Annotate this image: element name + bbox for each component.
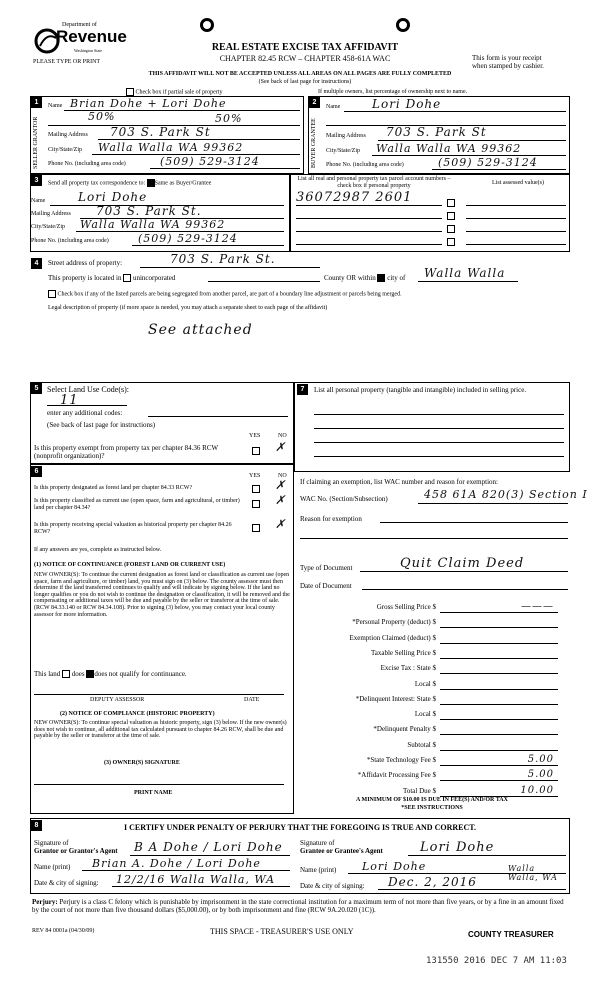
continuance-row <box>34 670 187 678</box>
fee-value[interactable]: ——— <box>521 601 554 612</box>
historic-yes-checkbox[interactable] <box>252 524 260 532</box>
punch-hole-right <box>396 18 410 32</box>
grantee-date[interactable]: Dec. 2, 2016 <box>388 875 477 889</box>
forest-yes-checkbox[interactable] <box>252 485 260 493</box>
city-line <box>418 281 518 282</box>
same-as-buyer-label: Same as Buyer/Grantee <box>154 180 212 187</box>
logo-dept: Department of <box>62 22 97 28</box>
seller-address[interactable]: 703 S. Park St <box>110 125 211 139</box>
recording-stamp: 131550 2016 DEC 7 AM 11:03 <box>426 956 567 966</box>
fee-label: Subtotal $ <box>407 740 436 749</box>
street-line <box>140 267 320 268</box>
corr-name-label: Name <box>31 198 46 204</box>
section-number-1: 1 <box>31 97 42 108</box>
street-label: Street address of property: <box>48 259 123 267</box>
city-of-label: city of <box>387 274 406 282</box>
rev-number: REV 84 0001a (04/30/09) <box>32 928 95 934</box>
county-row <box>324 274 405 282</box>
deputy-line <box>34 694 284 695</box>
fee-label: *State Technology Fee $ <box>366 756 436 764</box>
wac-line <box>418 503 568 504</box>
buyer-name-label: Name <box>326 104 341 110</box>
reason-line <box>380 522 568 523</box>
fee-line <box>440 780 558 781</box>
section-number-2: 2 <box>309 97 320 108</box>
section-number-8: 8 <box>31 820 42 831</box>
land-use-label: Select Land Use Code(s): <box>47 385 129 394</box>
seller-pct-1[interactable]: 50% <box>88 110 116 123</box>
correspondence-send <box>48 179 211 187</box>
assessed-line-1 <box>466 205 566 206</box>
this-land-label: This land <box>34 670 61 678</box>
logo-state: Washington State <box>74 48 103 53</box>
corr-name[interactable]: Lori Dohe <box>78 190 148 204</box>
buyer-phone-line <box>432 169 566 170</box>
grantor-sig-label-2: Grantor or Grantor's Agent <box>34 847 118 855</box>
fee-line <box>440 612 558 613</box>
personal-line-1 <box>314 414 564 415</box>
reason-label: Reason for exemption <box>300 515 362 523</box>
buyer-address-line <box>378 140 566 141</box>
stamped-note: when stamped by cashier. <box>472 62 544 70</box>
segregated-label: Check box if any of the listed parcels are being segregated from another parcel, are part of a boundary line adjustment or parcels being merged. <box>57 291 402 298</box>
parcel-checkbox-2[interactable] <box>447 212 455 220</box>
fee-line <box>440 719 558 720</box>
fee-line <box>440 750 558 751</box>
located-row <box>48 274 175 282</box>
personal-property-label: List all personal property (tangible and intangible) included in selling price. <box>314 386 527 394</box>
form-title: REAL ESTATE EXCISE TAX AFFIDAVIT <box>211 42 399 53</box>
seller-phone-label: Phone No. (including area code) <box>48 161 126 167</box>
fee-label: Exemption Claimed (deduct) $ <box>349 633 436 642</box>
form-chapter: CHAPTER 82.45 RCW – CHAPTER 458-61A WAC <box>219 54 391 63</box>
corr-phone[interactable]: (509) 529-3124 <box>138 232 238 245</box>
exempt-yes-checkbox[interactable] <box>252 447 260 455</box>
fee-label: *Delinquent Penalty $ <box>373 725 436 734</box>
street-address[interactable]: 703 S. Park St. <box>170 252 276 266</box>
current-use-no-checkbox[interactable]: ✗ <box>275 493 287 507</box>
county-line <box>208 281 320 282</box>
wac-value[interactable]: 458 61A 820(3) Section I <box>424 488 588 501</box>
grantee-date-label: Date & city of signing: <box>300 882 365 890</box>
section-number-5: 5 <box>31 383 42 394</box>
notice2-text: NEW OWNER(S): To continue special valuation as historic property, sign (3) below. If the new owner(s) does not wish to continue, all additional tax calculated pursuant to chapter 84.26 RCW, shall be due and payable by the seller or transferor at the time of sale. <box>34 720 287 740</box>
fee-label: Excise Tax : State $ <box>380 664 436 673</box>
section-number-3: 3 <box>31 175 42 186</box>
grantee-sig-label-2: Grantee or Grantee's Agent <box>300 847 383 855</box>
buyer-address-label: Mailing Address <box>326 133 366 139</box>
section-number-4: 4 <box>31 258 42 269</box>
s6-yes: YES <box>249 473 261 479</box>
fee-line <box>440 689 558 690</box>
grantor-name-label: Name (print) <box>34 863 71 871</box>
fee-line <box>440 704 558 705</box>
seller-pct-2[interactable]: 50% <box>215 112 243 125</box>
county-treasurer: COUNTY TREASURER <box>468 930 554 939</box>
fee-label: *Delinquent Interest: State $ <box>355 694 436 703</box>
notice1-title: (1) NOTICE OF CONTINUANCE (FOREST LAND OR CURRENT USE) <box>34 562 226 568</box>
grantee-signature[interactable]: Lori Dohe <box>420 840 495 855</box>
additional-codes-line <box>148 416 288 417</box>
buyer-phone-label: Phone No. (including area code) <box>326 162 404 168</box>
personal-line-3 <box>314 442 564 443</box>
corr-phone-label: Phone No. (including area code) <box>31 238 109 244</box>
fee-value[interactable]: 5.00 <box>527 769 554 781</box>
forest-no-checkbox[interactable]: ✗ <box>275 478 287 492</box>
personal-line-4 <box>314 456 564 457</box>
grantee-city[interactable]: Walla Walla, WA <box>508 864 558 882</box>
notice2-title: (2) NOTICE OF COMPLIANCE (HISTORIC PROPERTY) <box>60 711 215 717</box>
fee-line <box>440 673 558 674</box>
s6-no: NO <box>278 473 287 479</box>
corr-city-label: City/State/Zip <box>31 224 65 230</box>
seller-address-line <box>98 139 300 140</box>
seller-name-label: Name <box>48 103 63 109</box>
logo-name: Revenue <box>56 27 127 46</box>
unincorporated-label: unincorporated <box>132 274 176 282</box>
historic-no-checkbox[interactable]: ✗ <box>275 517 287 531</box>
grantor-sig-label-1: Signature of <box>34 839 69 847</box>
fee-label: *Affidavit Processing Fee $ <box>357 771 436 780</box>
current-use-question: Is this property classified as current use (open space, farm and agricultural, or timber) land per chapter 84.34? <box>34 498 240 511</box>
grantor-signature[interactable]: B A Dohe / Lori Dohe <box>134 840 283 854</box>
doc-date-line <box>362 589 568 590</box>
partial-sale-label: Check box if partial sale of property <box>135 89 223 96</box>
fee-label: Local $ <box>414 710 436 719</box>
parcel-checkbox-3[interactable] <box>447 225 455 233</box>
partial-sale-checkbox[interactable] <box>126 88 134 96</box>
grantor-name[interactable]: Brian A. Dohe / Lori Dohe <box>92 857 261 870</box>
additional-codes-label: enter any additional codes: <box>47 409 123 417</box>
parcel-line-2 <box>296 218 442 219</box>
seller-phone[interactable]: (509) 529-3124 <box>160 155 260 168</box>
assessed-line-3 <box>466 231 566 232</box>
forest-question: Is this property designated as forest land per chapter 84.33 RCW? <box>34 485 193 491</box>
corr-city[interactable]: Walla Walla WA 99362 <box>80 218 226 231</box>
land-use-code[interactable]: 11 <box>60 393 79 408</box>
minimum-due: A MINIMUM OF $10.00 IS DUE IN FEE(S) AND/OR TAX <box>356 797 508 803</box>
grantee-sig-line <box>408 855 566 856</box>
s5-no: NO <box>278 433 287 439</box>
wac-label: WAC No. (Section/Subsection) <box>300 495 388 503</box>
notice1-text: NEW OWNER(S): To continue the current designation as forest land or classification as current use (open space, farm and agriculture, or timber) land, you must sign on (3) below. The county assessor must then determine if the land transferred continues to qualify and will indicate by signing below. If the land no longer qualifies or you do not wish to continue the designation or classification, it will be removed and the compensating or additional taxes will be due and payable by the seller or transferor at the time of sale. (RCW 84.33.140 or RCW 84.34.108). Prior to signing (3) below, you may contact your local county assessor for more information. <box>34 572 290 618</box>
seller-city[interactable]: Walla Walla WA 99362 <box>98 141 244 154</box>
assessed-header: List assessed value(s) <box>492 180 544 186</box>
reason-line-2 <box>300 538 568 539</box>
grantor-date[interactable]: 12/2/16 Walla Walla, WA <box>116 873 276 886</box>
county-label: County OR within <box>324 274 376 282</box>
fee-line <box>440 643 558 644</box>
doc-date-label: Date of Document <box>300 582 352 590</box>
seller-name[interactable]: Brian Dohe + Lori Dohe <box>70 97 227 110</box>
personal-line-2 <box>314 428 564 429</box>
fee-line <box>440 765 558 766</box>
receipt-note: This form is your receipt <box>472 54 542 62</box>
grantor-name-line <box>82 870 290 871</box>
perjury-statement <box>32 899 570 914</box>
legal-desc-label: Legal description of property (if more space is needed, you may attach a separate sheet to each page of the affidavit) <box>48 305 328 311</box>
parcel-line-3 <box>296 231 442 232</box>
see-instructions: *SEE INSTRUCTIONS <box>401 805 463 811</box>
grantee-date-line <box>378 889 566 890</box>
if-yes-instruction: If any answers are yes, complete as instructed below. <box>34 547 162 553</box>
segregated-row <box>48 290 568 298</box>
buyer-address[interactable]: 703 S. Park St <box>386 125 487 139</box>
located-label: This property is located in <box>48 274 122 282</box>
assessed-line-2 <box>466 218 566 219</box>
section7-box <box>294 382 570 472</box>
doc-type[interactable]: Quit Claim Deed <box>400 556 525 571</box>
multiple-owners-note: If multiple owners, list percentage of ownership next to name. <box>318 89 468 95</box>
doc-type-label: Type of Document <box>300 564 353 572</box>
land-use-line <box>47 405 127 406</box>
parcel-line-4 <box>296 244 442 245</box>
fee-line <box>440 658 558 659</box>
owner-signature-label: (3) OWNER(S) SIGNATURE <box>104 760 180 766</box>
within-city-checkbox[interactable] <box>377 274 385 282</box>
doc-type-line <box>360 571 568 572</box>
buyer-city-label: City/State/Zip <box>326 148 360 154</box>
corr-phone-line <box>132 245 284 246</box>
segregated-checkbox[interactable] <box>48 290 56 298</box>
partial-sale-check[interactable] <box>126 88 222 96</box>
historic-question: Is this property receiving special valuation as historical property per chapter 84.26 RCW? <box>34 522 232 535</box>
send-label: Send all property tax correspondence to: <box>48 180 146 187</box>
type-print: PLEASE TYPE OR PRINT <box>33 59 101 65</box>
buyer-phone[interactable]: (509) 529-3124 <box>438 156 538 169</box>
fee-label: *Personal Property (deduct) $ <box>352 618 436 627</box>
property-city[interactable]: Walla Walla <box>424 266 506 280</box>
fee-label: Taxable Selling Price $ <box>370 648 436 657</box>
corr-address-label: Mailing Address <box>31 211 71 217</box>
form-warning: THIS AFFIDAVIT WILL NOT BE ACCEPTED UNLESS ALL AREAS ON ALL PAGES ARE FULLY COMPLETED <box>148 71 452 77</box>
same-as-buyer-checkbox[interactable] <box>147 179 155 187</box>
grantee-name-label: Name (print) <box>300 866 337 874</box>
fee-label: Gross Selling Price $ <box>376 603 436 611</box>
certify-statement: I CERTIFY UNDER PENALTY OF PERJURY THAT THE FOREGOING IS TRUE AND CORRECT. <box>123 823 476 832</box>
does-label: does <box>71 670 85 678</box>
buyer-city[interactable]: Walla Walla WA 99362 <box>376 142 522 155</box>
corr-address[interactable]: 703 S. Park St. <box>96 204 202 218</box>
s5-yes: YES <box>249 433 261 439</box>
see-attached[interactable]: See attached <box>148 322 253 338</box>
buyer-side-label: BUYER GRANTEE <box>311 118 317 168</box>
dor-logo <box>32 22 127 56</box>
buyer-name[interactable]: Lori Dohe <box>372 97 442 111</box>
grantor-sig-line <box>130 855 290 856</box>
assessed-line-4 <box>466 244 566 245</box>
parcel-checkbox-1[interactable] <box>447 199 455 207</box>
punch-hole-left <box>200 18 214 32</box>
seller-phone-line <box>150 168 300 169</box>
parcels-header: List all real and personal property tax parcel account numbers – check box if personal property <box>297 176 451 189</box>
see-back: (See back of last page for instructions) <box>258 79 352 85</box>
seller-address-label: Mailing Address <box>48 132 88 138</box>
buyer-name-line <box>344 111 566 112</box>
treasurer-space: THIS SPACE - TREASURER'S USE ONLY <box>210 927 354 936</box>
current-use-yes-checkbox[interactable] <box>252 500 260 508</box>
does-checkbox[interactable] <box>62 670 70 678</box>
exempt-no-checkbox[interactable]: ✗ <box>275 440 287 454</box>
parcel-checkbox-4[interactable] <box>447 238 455 246</box>
qualify-label: qualify for continuance. <box>119 670 187 678</box>
section-number-7: 7 <box>297 384 308 395</box>
grantor-date-line <box>112 886 290 887</box>
fee-value[interactable]: 5.00 <box>527 754 554 765</box>
fee-label: Local $ <box>414 679 436 688</box>
grantee-name[interactable]: Lori Dohe <box>362 860 427 873</box>
deputy-date-label: DATE <box>244 697 260 703</box>
exemption-label: If claiming an exemption, list WAC number and reason for exemption: <box>300 478 498 486</box>
fee-value[interactable]: 10.00 <box>520 784 554 796</box>
fee-line <box>440 734 558 735</box>
seller-side-label: SELLER GRANTOR <box>33 116 39 170</box>
print-name-label: PRINT NAME <box>134 790 173 796</box>
unincorporated-checkbox[interactable] <box>123 274 131 282</box>
owner-signature-line <box>34 784 284 785</box>
deputy-assessor-label: DEPUTY ASSESSOR <box>90 697 145 703</box>
perjury-text: Perjury is a class C felony which is punishable by imprisonment in the state correctional institution for a maximum term of not more than five years, or by a fine in an amount fixed by the court of not more than five thousand dollars ($5,000.00), or by both imprisonment and fine (RCW 9A.20.020 (1C)). <box>32 898 564 914</box>
perjury-label: Perjury: <box>32 898 58 906</box>
fee-line <box>440 627 558 628</box>
does-not-label: does not <box>94 670 118 678</box>
land-use-see-back: (See back of last page for instructions) <box>47 421 156 429</box>
exempt-question: Is this property exempt from property tax per chapter 84.36 RCW (nonprofit organization)? <box>34 444 218 461</box>
seller-city-label: City/State/Zip <box>48 147 82 153</box>
grantee-sig-label-1: Signature of <box>300 839 335 847</box>
parcel-number[interactable]: 36072987 2601 <box>296 190 413 205</box>
parcel-line-1 <box>296 205 442 206</box>
grantor-date-label: Date & city of signing: <box>34 879 99 887</box>
section-number-6: 6 <box>31 466 42 477</box>
fee-label: Total Due $ <box>403 786 436 795</box>
